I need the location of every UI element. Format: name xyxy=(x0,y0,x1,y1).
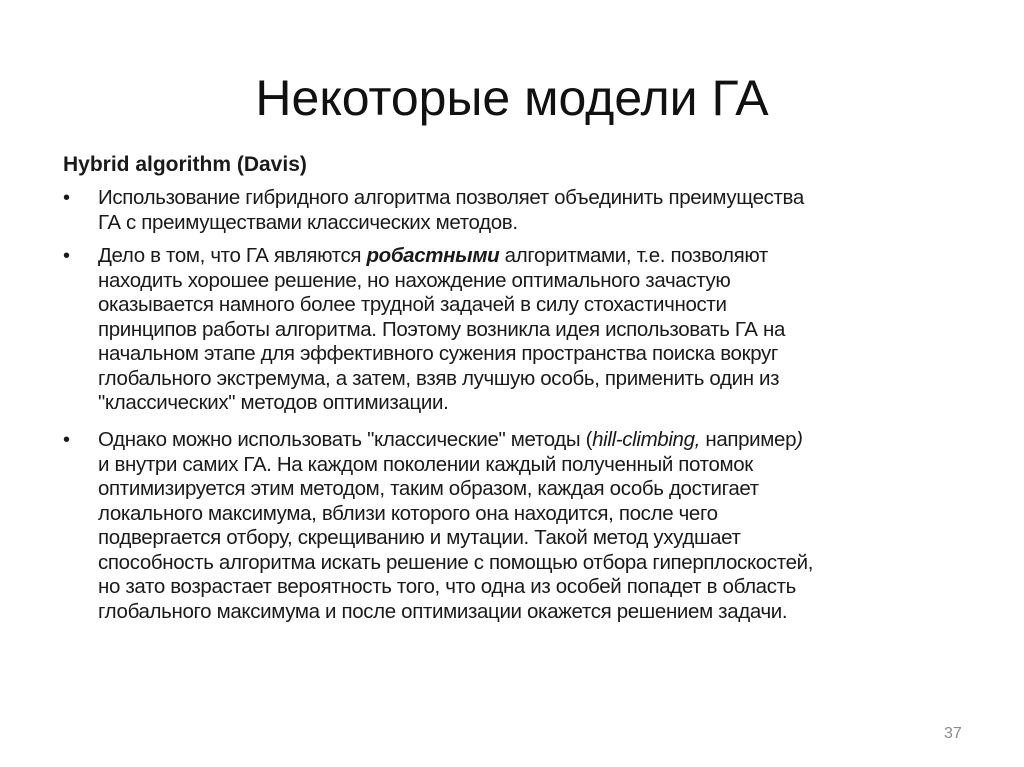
text-run: принципов работы алгоритма. Поэтому возникла идея использовать ГА на xyxy=(98,317,785,341)
text-line xyxy=(98,367,785,392)
text-run: Дело в том, что ГА являются xyxy=(98,244,367,267)
text-run: глобального максимума и после оптимизации окажется решением задачи. xyxy=(98,599,788,623)
text-line xyxy=(98,211,804,236)
text-run: глобального экстремума, а затем, взяв лучшую особь, применить один из xyxy=(98,366,780,390)
text-run: способность алгоритма искать решение с помощью отбора гиперплоскостей, xyxy=(98,550,814,574)
text-line xyxy=(98,502,813,527)
text-line xyxy=(98,600,813,625)
text-line xyxy=(98,342,785,367)
text-line xyxy=(98,428,813,453)
bullet-glyph: • xyxy=(63,187,71,209)
text-run: и внутри самих ГА. На каждом поколении каждый полученный потомок xyxy=(98,452,753,476)
text-run: оказывается намного более трудной задачей в силу стохастичности xyxy=(98,293,727,316)
text-line xyxy=(98,269,785,294)
bullet-glyph: • xyxy=(63,245,71,267)
bullet-text xyxy=(98,428,813,624)
text-run: начальном этапе для эффективного сужения пространства поиска вокруг xyxy=(98,342,779,365)
text-line xyxy=(98,453,813,478)
slide-title: Некоторые модели ГА xyxy=(255,70,769,126)
text-line xyxy=(98,244,785,269)
slide-page-number: 37 xyxy=(944,725,962,742)
text-run: например xyxy=(700,428,797,451)
text-line xyxy=(98,575,813,600)
text-run: ГА с преимуществами классических методов. xyxy=(98,210,518,234)
text-line xyxy=(98,477,813,502)
text-line xyxy=(98,526,813,551)
emphasized-text: hill-climbing, xyxy=(592,428,701,451)
emphasized-text: ) xyxy=(796,428,803,451)
bullet-glyph: • xyxy=(63,429,71,451)
text-run: Однако можно использовать "классические" методы ( xyxy=(98,428,593,451)
text-run: оптимизируется этим методом, таким образом, каждая особь достигает xyxy=(98,477,759,500)
bullet-text xyxy=(98,186,804,235)
text-line xyxy=(98,293,785,318)
text-run: но зато возрастает вероятность того, что одна из особей попадет в область xyxy=(98,575,797,598)
text-run: подвергается отбору, скрещиванию и мутации. Такой метод ухудшает xyxy=(98,526,741,549)
bullet-text xyxy=(98,244,785,416)
slide-subheading: Hybrid algorithm (Davis) xyxy=(63,153,307,176)
emphasized-text: робастными xyxy=(366,244,500,267)
text-run: находить хорошее решение, но нахождение оптимального зачастую xyxy=(98,268,731,292)
text-line xyxy=(98,186,804,211)
text-line xyxy=(98,318,785,343)
text-run: алгоритмами, т.е. позволяют xyxy=(499,244,768,267)
text-line xyxy=(98,551,813,576)
text-line xyxy=(98,391,785,416)
text-run: "классических" методов оптимизации. xyxy=(98,391,449,414)
text-run: локального максимума, вблизи которого она находится, после чего xyxy=(98,501,718,525)
text-run: Использование гибридного алгоритма позволяет объединить преимущества xyxy=(98,186,804,209)
